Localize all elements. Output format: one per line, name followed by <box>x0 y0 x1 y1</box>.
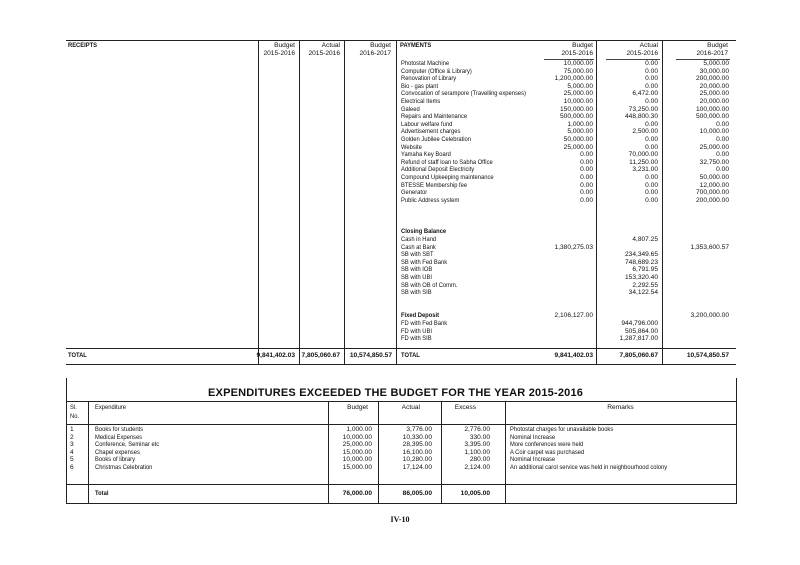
closing-item: Cash at Bank <box>401 243 436 251</box>
no-header: No. <box>70 413 80 420</box>
header-top-border <box>66 401 736 402</box>
payment-budget-next: 20,000.00 <box>699 82 729 90</box>
payment-budget-next: 12,000.00 <box>699 181 729 189</box>
payments-actual-header: Actual <box>639 42 658 49</box>
column-divider <box>505 401 506 503</box>
payment-budget: 5,000.00 <box>567 128 593 136</box>
payment-item: Public Address system <box>401 196 460 204</box>
payment-actual: 3,231.00 <box>632 166 658 174</box>
payment-budget-next: 0.00 <box>716 151 729 159</box>
payment-budget: 0.00 <box>580 166 593 174</box>
total-row-top-border <box>66 348 736 349</box>
payment-budget: 50,000.00 <box>563 135 593 143</box>
receipts-total-actual: 7,805,060.67 <box>301 352 340 359</box>
expenditure-cell: Books for students <box>95 426 144 433</box>
closing-item: SB with SBT <box>401 251 434 259</box>
expenditure-cell: Medical Expenses <box>95 433 143 441</box>
payments-total-budget: 9,841,402.03 <box>554 352 593 359</box>
closing-item: Cash in Hand <box>401 236 437 243</box>
payment-actual: 0.00 <box>645 143 658 151</box>
actual-cell: 3,776.00 <box>406 426 432 433</box>
fixed-deposit-budget: 2,106,127.00 <box>554 312 593 319</box>
sl-column <box>70 426 74 472</box>
expenditure-column <box>95 426 168 472</box>
sl-header: Sl. <box>70 404 77 411</box>
excess-column <box>440 426 490 472</box>
budget-header: Budget <box>274 42 295 49</box>
receipts-total-label: TOTAL <box>68 352 87 359</box>
table-bottom-border <box>66 503 736 504</box>
fixed-deposit-budget-next: 3,200,000.00 <box>690 312 729 319</box>
payment-budgets <box>536 60 593 204</box>
expenditure-cell: Christmas Celebration <box>95 463 153 471</box>
payment-budget-next: 0.00 <box>716 120 729 128</box>
budget-cell: 15,000.00 <box>342 463 372 471</box>
remarks-cell: Nominal Increase <box>510 456 556 464</box>
actual-cell: 28,395.00 <box>402 441 432 449</box>
payment-item: Golden Jubilee Celebration <box>401 135 472 143</box>
payment-actual: 0.00 <box>645 173 658 181</box>
cash-at-bank-budget: 1,380,275.03 <box>554 243 593 251</box>
actual-column <box>376 426 432 472</box>
closing-actual: 748,689.23 <box>624 258 658 266</box>
excess-cell: 3,395.00 <box>464 441 490 449</box>
payment-actual: 0.00 <box>645 120 658 128</box>
budget-cell: 15,000.00 <box>342 448 372 456</box>
payments-actual-year-header: 2015-2016 <box>626 50 658 57</box>
closing-actual: 153,320.40 <box>624 273 658 281</box>
payment-budget-next: 20,000.00 <box>699 97 729 105</box>
closing-actual: 34,122.54 <box>628 289 658 297</box>
payment-item: Renovation of Library <box>401 75 457 83</box>
payment-actual: 0.00 <box>645 82 658 90</box>
excess-cell: 2,776.00 <box>464 426 490 433</box>
column-divider <box>299 40 300 364</box>
fd-actual: 1,287,817.00 <box>619 335 658 343</box>
payment-budget: 500,000.00 <box>559 113 593 121</box>
column-divider <box>88 401 89 503</box>
closing-actual: 234,349.65 <box>624 251 658 259</box>
sl-cell: 2 <box>70 433 74 441</box>
budget-column <box>318 426 372 472</box>
fixed-deposit-items <box>401 320 453 343</box>
payment-budget-next: 10,000.00 <box>699 128 729 136</box>
column-divider <box>344 40 345 364</box>
payment-budget-next: 50,000.00 <box>699 173 729 181</box>
fd-item: FD with SIB <box>401 335 432 343</box>
closing-item: SB with IOB <box>401 266 433 274</box>
payments-total-label: TOTAL <box>401 352 420 359</box>
payment-item: Refund of staff loan to Sabha Office <box>401 158 493 166</box>
expenditure-cell: Chapel expenses <box>95 448 140 456</box>
exceeded-total-budget: 76,000.00 <box>342 490 372 497</box>
payment-budget: 0.00 <box>580 173 593 181</box>
payment-budget: 150,000.00 <box>559 105 593 113</box>
payments-budget2-header: Budget <box>707 42 728 49</box>
payment-actual: 0.00 <box>645 196 658 204</box>
excess-cell: 280.00 <box>469 456 490 464</box>
remarks-header: Remarks <box>607 404 634 411</box>
remarks-column <box>510 426 689 472</box>
receipts-total-budget: 9,841,402.03 <box>256 352 295 359</box>
payment-actual: 0.00 <box>645 97 658 105</box>
payment-actual: 11,250.00 <box>629 158 658 166</box>
exceeded-total-label: Total <box>95 490 109 497</box>
budget-header: Budget <box>347 404 368 411</box>
excess-cell: 1,100.00 <box>464 448 490 456</box>
budget-cell: 10,000.00 <box>342 433 372 441</box>
total-top-border <box>66 484 736 485</box>
exceeded-title: EXPENDITURES EXCEEDED THE BUDGET FOR THE YEAR 2015-2016 <box>208 387 584 399</box>
table-bottom-border <box>66 364 736 365</box>
sl-cell: 6 <box>70 463 74 471</box>
closing-item: SB with SIB <box>401 289 432 297</box>
fixed-deposit-heading: Fixed Deposit <box>401 312 440 319</box>
closing-balance-heading: Closing Balance <box>401 228 447 235</box>
payment-budgets-next <box>668 60 729 204</box>
budget-cell: 25,000.00 <box>342 441 372 449</box>
payment-budget: 25,000.00 <box>563 90 593 98</box>
payment-item: Electrical Items <box>401 97 441 105</box>
payment-item: Compound Upkeeping maintenance <box>401 173 494 181</box>
sl-cell: 4 <box>70 448 74 456</box>
payment-item: Additional Deposit Electricity <box>401 166 475 174</box>
excess-cell: 2,124.00 <box>464 463 490 471</box>
closing-item: SB with Fed Bank <box>401 258 448 266</box>
payment-budget-next: 30,000.00 <box>699 67 729 75</box>
payment-budget: 75,000.00 <box>563 67 593 75</box>
payment-actual: 448,800.30 <box>624 113 658 121</box>
remarks-cell: An additional carol service was held in neighbourhood colony <box>510 463 668 471</box>
payment-actual: 70,000.00 <box>628 151 658 159</box>
payment-item: Computer (Office & Library) <box>401 67 472 75</box>
payment-item: Labour welfare fund <box>401 120 453 128</box>
payment-budget-next: 0.00 <box>716 166 729 174</box>
payment-actuals <box>600 60 658 204</box>
table-top-border <box>66 40 736 41</box>
fixed-deposit-actuals <box>600 320 658 343</box>
closing-balance-items <box>401 236 465 297</box>
payment-actual: 0.00 <box>645 67 658 75</box>
budget-year-header: 2015-2016 <box>263 50 295 57</box>
table-right-border <box>736 378 737 504</box>
payment-budget-next: 100,000.00 <box>695 105 729 113</box>
payment-budget: 0.00 <box>580 181 593 189</box>
payments-budget-header: Budget <box>572 42 593 49</box>
budget-cell: 10,000.00 <box>342 456 372 464</box>
remarks-cell: Nominal Increase <box>510 433 556 441</box>
fd-actual: 505,864.00 <box>624 327 658 335</box>
payment-actual: 0.00 <box>645 189 658 197</box>
payment-item: Photostat Machine <box>401 60 450 67</box>
header-bottom-border <box>66 424 736 425</box>
payment-item: Repairs and Maintenance <box>401 113 468 121</box>
column-divider <box>662 40 663 364</box>
exceeded-total-excess: 10,005.00 <box>460 490 490 497</box>
payment-items <box>401 60 543 204</box>
remarks-cell: A Coir carpet was purchased <box>510 448 585 456</box>
payment-budget-next: 25,000.00 <box>699 143 729 151</box>
actual-cell: 10,280.00 <box>402 456 432 464</box>
exceeded-total-actual: 86,005.00 <box>402 490 432 497</box>
budget-cell: 1,000.00 <box>346 426 372 433</box>
payment-actual: 0.00 <box>645 181 658 189</box>
actual-header: Actual <box>401 404 420 411</box>
closing-item: SB with OB of Comm. <box>401 281 458 289</box>
sl-cell: 5 <box>70 456 74 464</box>
payments-total-actual: 7,805,060.67 <box>619 352 658 359</box>
fd-actual: 944,796.000 <box>621 320 658 327</box>
payment-budget: 0.00 <box>580 196 593 204</box>
payment-budget: 5,000.00 <box>567 82 593 90</box>
actual-cell: 17,124.00 <box>402 463 432 471</box>
payment-item: BTESSE Membership fee <box>401 181 468 189</box>
payment-budget: 1,200,000.00 <box>554 75 593 83</box>
payment-item: Galeed <box>401 105 420 113</box>
budget2-year-header: 2016-2017 <box>359 50 391 57</box>
remarks-cell: More conferences were held <box>510 441 584 449</box>
payment-budget: 1,000.00 <box>567 120 593 128</box>
payment-actual: 0.00 <box>645 75 658 83</box>
closing-actuals <box>600 236 658 297</box>
payments-total-budget-next: 10,574,850.57 <box>686 352 729 359</box>
payment-item: Advertisement charges <box>401 128 461 136</box>
receipts-total-budget-next: 10,574,850.57 <box>349 352 392 359</box>
budget2-header: Budget <box>370 42 391 49</box>
payment-budget-next: 200,000.00 <box>695 75 729 83</box>
payment-item: Convocation of serampore (Travelling expenses) <box>401 90 526 98</box>
payment-budget-next: 700,000.00 <box>695 189 729 197</box>
payment-actual: 2,500.00 <box>632 128 658 136</box>
payment-budget: 0.00 <box>580 189 593 197</box>
closing-actual: 2,292.55 <box>632 281 658 289</box>
fd-item: FD with Fed Bank <box>401 320 448 327</box>
sl-cell: 3 <box>70 441 74 449</box>
expenditure-cell: Conference, Seminar etc <box>95 441 160 449</box>
payment-budget: 0.00 <box>580 151 593 159</box>
cash-at-bank-budget-next: 1,353,600.57 <box>690 243 729 251</box>
payment-budget-next: 5,000.00 <box>703 60 729 67</box>
actual-header: Actual <box>321 42 340 49</box>
closing-actual: 6,791.95 <box>632 266 658 274</box>
payment-budget-next: 0.00 <box>716 135 729 143</box>
payment-budget: 10,000.00 <box>563 97 593 105</box>
payment-budget-next: 25,000.00 <box>699 90 729 98</box>
payment-actual: 6,472.00 <box>632 90 658 98</box>
payment-budget: 10,000.00 <box>563 60 593 67</box>
column-divider <box>396 40 397 364</box>
payments-budget2-year-header: 2016-2017 <box>696 50 728 57</box>
payment-actual: 0.00 <box>645 135 658 143</box>
payments-header: PAYMENTS <box>400 42 432 49</box>
expenditure-cell: Books of library <box>95 456 135 464</box>
actual-cell: 16,100.00 <box>402 448 432 456</box>
page-number: IV-10 <box>390 515 410 524</box>
payment-actual: 0.00 <box>645 60 658 67</box>
table-left-border <box>66 378 67 504</box>
actual-year-header: 2015-2016 <box>308 50 340 57</box>
payment-item: Website <box>401 143 422 151</box>
closing-item: SB with UBI <box>401 273 432 281</box>
actual-cell: 10,330.00 <box>402 433 432 441</box>
excess-cell: 330.00 <box>469 433 490 441</box>
column-divider <box>258 40 259 364</box>
payment-actual: 73,250.00 <box>628 105 658 113</box>
payment-item: Yamaha Key Board <box>401 151 451 159</box>
payment-budget-next: 32,750.00 <box>699 158 729 166</box>
payment-budget: 0.00 <box>580 158 593 166</box>
payments-budget-year-header: 2015-2016 <box>561 50 593 57</box>
receipts-header: RECEIPTS <box>68 42 98 49</box>
excess-header: Excess <box>454 404 476 411</box>
sl-cell: 1 <box>70 426 74 433</box>
payment-item: Bio - gas plant <box>401 82 439 90</box>
expenditure-header: Expenditure <box>95 404 126 411</box>
fd-item: FD with UBI <box>401 327 432 335</box>
payment-budget-next: 200,000.00 <box>695 196 729 204</box>
remarks-cell: Photostat charges for unavailable books <box>510 426 614 433</box>
payment-budget-next: 500,000.00 <box>695 113 729 121</box>
payment-budget: 25,000.00 <box>563 143 593 151</box>
payment-item: Generator <box>401 189 428 197</box>
column-divider <box>596 40 597 364</box>
closing-actual: 4,807.25 <box>632 236 658 243</box>
